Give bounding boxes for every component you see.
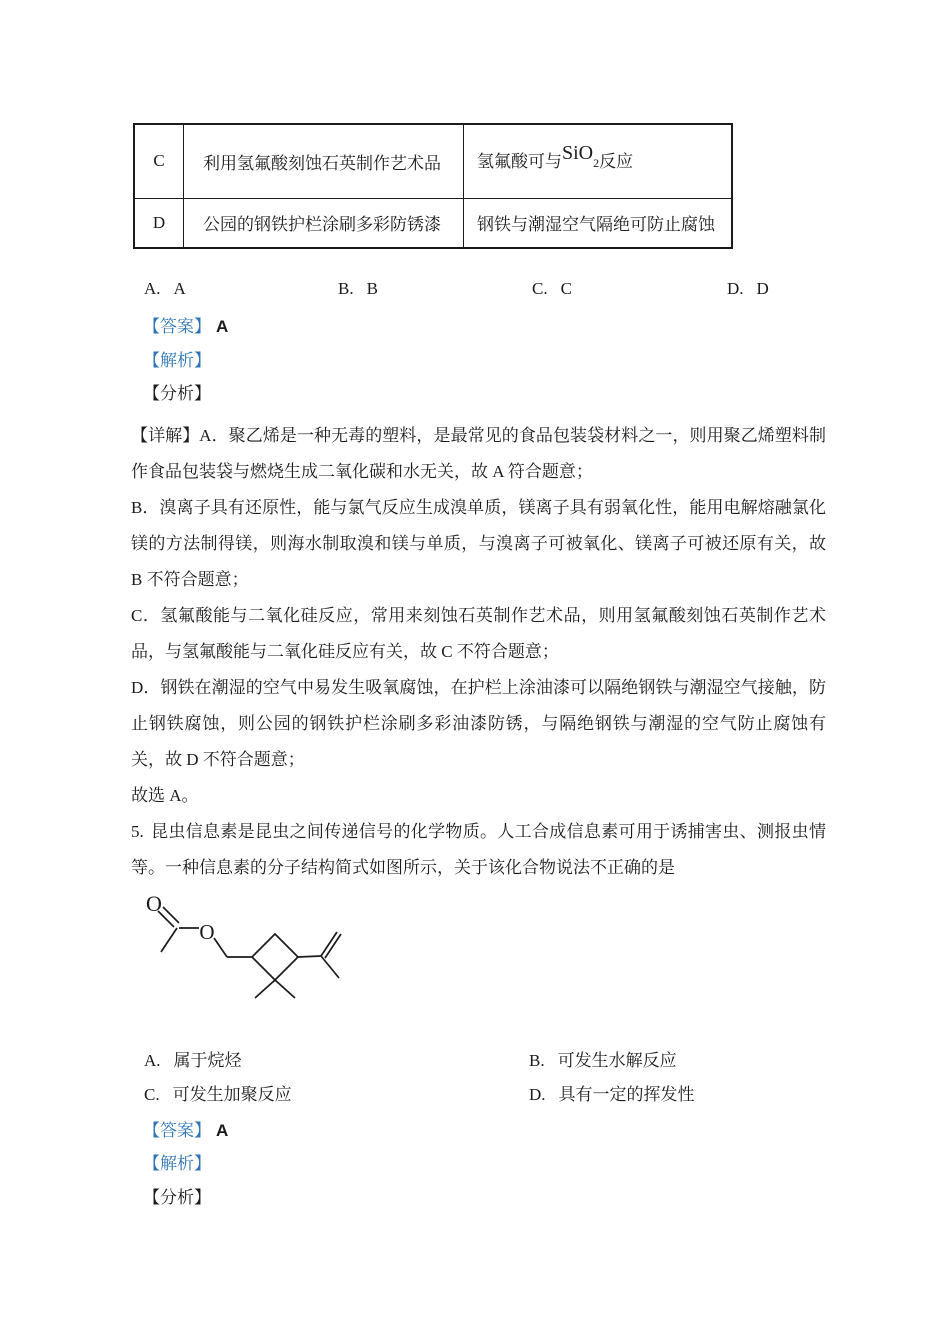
fenxi-line [131,377,826,411]
q5-jiexi-line [131,1147,826,1181]
question-5-options [131,1044,826,1112]
q5-jiexi-label: 【解析】 [143,1154,211,1173]
row-c-explanation [464,124,733,198]
row-c-expl-post: 反应 [599,151,634,171]
answer-line [131,310,826,344]
q5-answer-value: A [216,1120,229,1140]
q5-option-c-text: 可发生加聚反应 [172,1084,292,1104]
question-4-answer-block [131,310,826,411]
table-row-d [134,198,732,248]
carbonyl-oxygen-label: O [146,893,162,916]
jiexi-label: 【解析】 [143,350,211,370]
row-c-label: C [134,124,184,198]
detail-paragraph-c: C．氢氟酸能与二氧化硅反应，常用来刻蚀石英制作艺术品，则用氢氟酸刻蚀石英制作艺术品，与氢氟酸能与二氧化硅反应有关，故 C 不符合题意； [131,605,826,661]
detail-paragraph-a: 【详解】A．聚乙烯是一种无毒的塑料，是最常见的食品包装袋材料之一，则用聚乙烯塑料制作食品包装袋与燃烧生成二氧化碳和水无关，故 A 符合题意； [131,425,826,481]
option-a [144,276,338,302]
question-5-answer-block [131,1114,826,1215]
option-d-value: D [756,279,769,298]
question-5-text: 昆虫信息素是昆虫之间传递信号的化学物质。人工合成信息素可用于诱捕害虫、测报虫情等。一种信息素的分子结构简式如图所示，关于该化合物说法不正确的是 [131,821,826,877]
q5-option-b-key: B. [529,1050,545,1070]
option-d [727,276,826,302]
molecule-figure [133,894,826,1044]
q5-option-b [529,1044,826,1078]
q5-option-a [144,1044,529,1078]
q5-option-d-text: 具有一定的挥发性 [558,1084,695,1104]
option-c-value: C [560,279,572,298]
option-b-value: B [366,279,378,298]
question-4-options [131,276,826,302]
ester-oxygen-label: O [199,919,215,944]
question-4-detail [131,418,826,814]
detail-conclusion: 故选 A。 [131,785,199,805]
answer-label: 【答案】 [143,317,211,336]
option-c [532,276,727,302]
question-5-number: 5. [131,821,144,841]
q5-option-a-text: 属于烷烃 [173,1050,242,1070]
row-d-label: D [134,198,184,248]
option-b [338,276,532,302]
answer-value: A [216,317,229,336]
option-d-key: D. [727,279,744,298]
q5-option-c [144,1078,529,1112]
q5-option-c-key: C. [144,1084,160,1104]
detail-paragraph-b: B．溴离子具有还原性，能与氯气反应生成溴单质，镁离子具有弱氧化性，能用电解熔融氯化镁的方法制得镁，则海水制取溴和镁与单质，与溴离子可被氧化、镁离子可被还原有关，故 B 不符合题意； [131,497,826,589]
row-c-expl-pre: 氢氟酸可与 [477,151,562,171]
fenxi-label: 【分析】 [143,384,211,403]
q5-option-b-text: 可发生水解反应 [557,1050,677,1070]
q5-option-d [529,1078,826,1112]
row-c-statement: 利用氢氟酸刻蚀石英制作艺术品 [184,124,464,198]
jiexi-line [131,344,826,378]
bond-lines [158,907,341,998]
q5-option-a-key: A. [144,1050,161,1070]
question-5-stem [131,814,826,886]
pheromone-structure-diagram [133,894,363,1012]
sio2-formula: SiO$_2$ [562,141,600,170]
option-a-value: A [173,279,186,298]
q5-answer-label: 【答案】 [143,1120,211,1140]
detail-paragraph-d: D．钢铁在潮湿的空气中易发生吸氧腐蚀，在护栏上涂油漆可以隔绝钢铁与潮湿空气接触，防止钢铁腐蚀，则公园的钢铁护栏涂刷多彩油漆防锈，与隔绝钢铁与潮湿的空气防止腐蚀有关，故 D 不符合题意； [131,677,826,769]
option-b-key: B. [338,279,354,298]
q5-option-d-key: D. [529,1084,546,1104]
q5-fenxi-label: 【分析】 [143,1187,211,1207]
option-c-key: C. [532,279,548,298]
option-a-key: A. [144,279,161,298]
q5-answer-line [131,1114,826,1148]
row-d-explanation: 钢铁与潮湿空气隔绝可防止腐蚀 [464,198,733,248]
row-d-statement: 公园的钢铁护栏涂刷多彩防锈漆 [184,198,464,248]
table-row-c [134,124,732,198]
q5-fenxi-line [131,1181,826,1215]
comparison-table [133,123,733,249]
